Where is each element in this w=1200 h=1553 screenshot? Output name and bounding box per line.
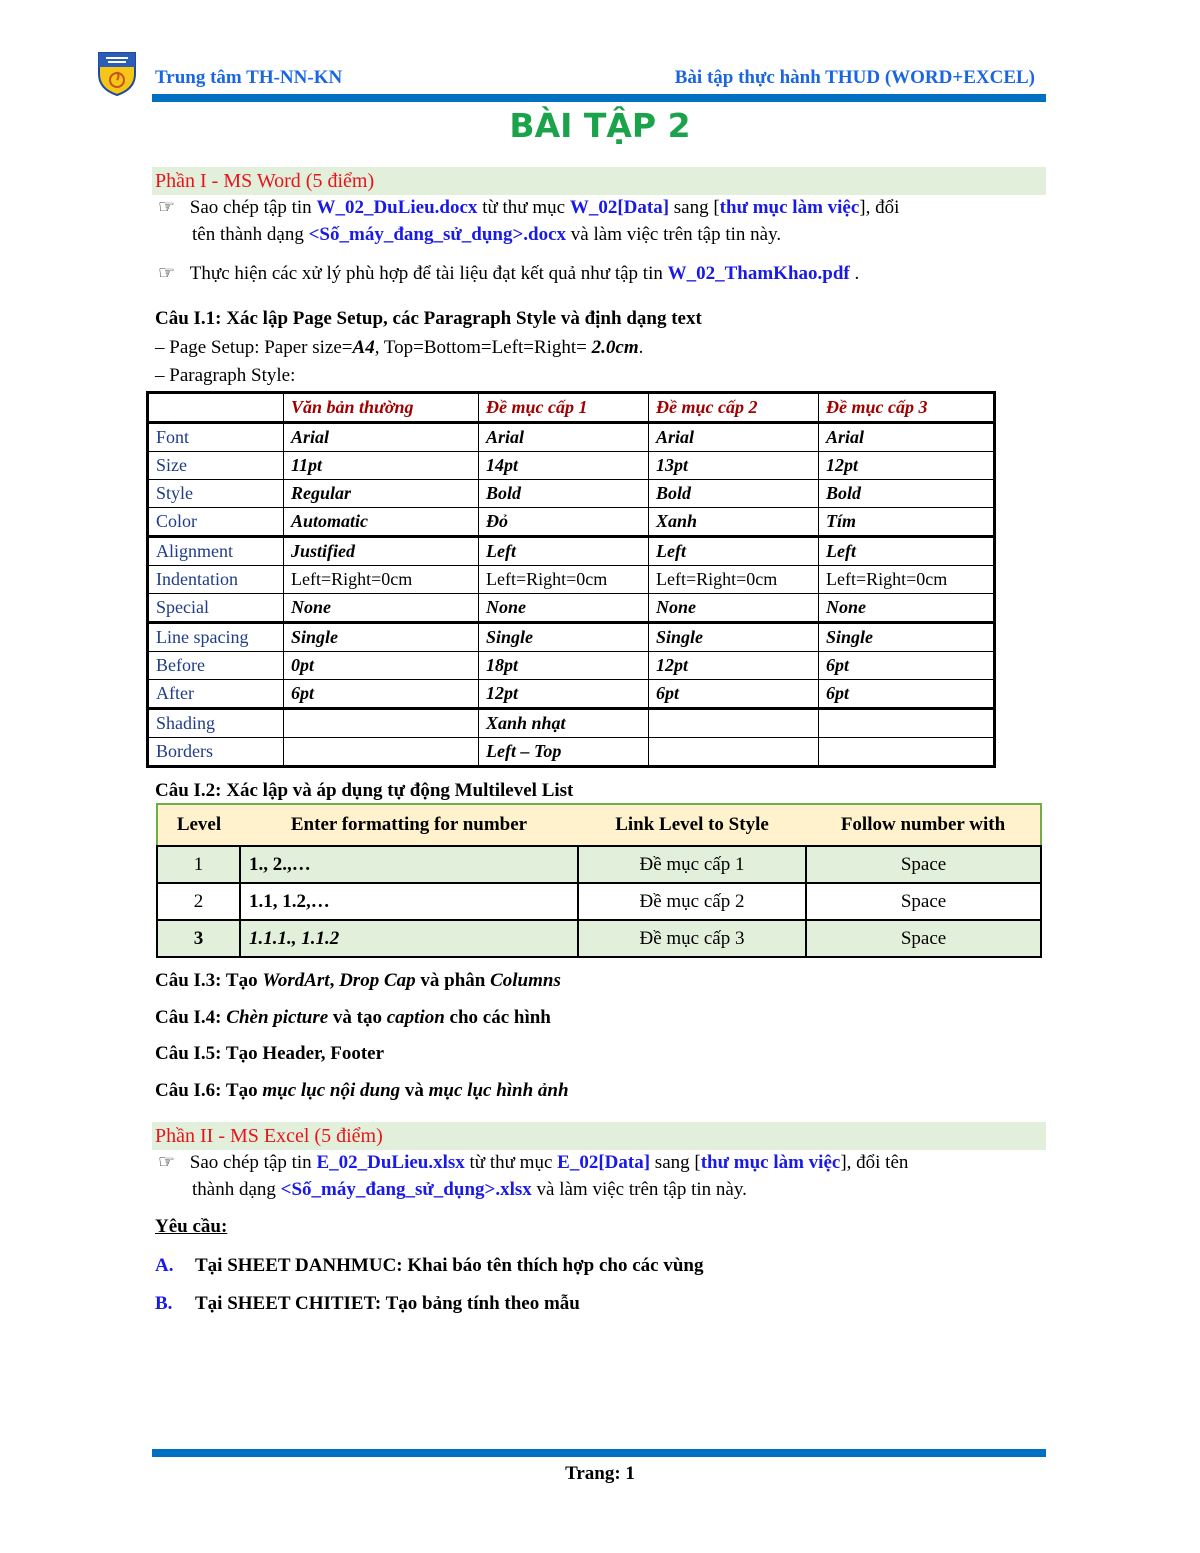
file-name: E_02_DuLieu.xlsx bbox=[316, 1152, 465, 1173]
page-setup-line: – Page Setup: Paper size=A4, Top=Bottom=Left=Right= 2.0cm. bbox=[155, 337, 644, 358]
table-row: Style Regular Bold Bold Bold bbox=[148, 480, 995, 508]
header-right-text: Bài tập thực hành THUD (WORD+EXCEL) bbox=[674, 67, 1035, 88]
reference-file: W_02_ThamKhao.pdf bbox=[667, 263, 850, 284]
work-folder: thư mục làm việc bbox=[700, 1152, 841, 1173]
question-1-5: Câu I.5: Tạo Header, Footer bbox=[155, 1043, 385, 1064]
table-row: Size 11pt 14pt 13pt 12pt bbox=[148, 452, 995, 480]
work-folder: thư mục làm việc bbox=[719, 197, 860, 218]
question-1-1-title: Câu I.1: Xác lập Page Setup, các Paragraph Style và định dạng text bbox=[155, 308, 702, 329]
instruction-copy-xlsx: ☞ Sao chép tập tin E_02_DuLieu.xlsx từ thư mục E_02[Data] sang [thư mục làm việc], đổi tên bbox=[158, 1152, 909, 1173]
rename-pattern: <Số_máy_đang_sử_dụng>.docx bbox=[308, 224, 567, 245]
pointing-hand-icon: ☞ bbox=[158, 197, 176, 218]
requirement-item: B. Tại SHEET CHITIET: Tạo bảng tính theo mẫu bbox=[155, 1293, 580, 1314]
table-row: After 6pt 12pt 6pt 6pt bbox=[148, 680, 995, 709]
table-row: Special None None None None bbox=[148, 594, 995, 623]
question-1-4: Câu I.4: Chèn picture và tạo caption cho các hình bbox=[155, 1007, 551, 1028]
table-row: 3 1.1.1., 1.1.2 Đề mục cấp 3 Space bbox=[157, 920, 1041, 957]
school-shield-logo bbox=[96, 50, 138, 96]
section-heading-word: Phần I - MS Word (5 điểm) bbox=[152, 167, 1046, 195]
header-divider bbox=[152, 94, 1046, 102]
paragraph-style-label: – Paragraph Style: bbox=[155, 365, 296, 386]
question-1-3: Câu I.3: Tạo WordArt, Drop Cap và phân Columns bbox=[155, 970, 561, 991]
pointing-hand-icon: ☞ bbox=[158, 263, 176, 284]
instruction-rename-xlsx: thành dạng <Số_máy_đang_sử_dụng>.xlsx và làm việc trên tập tin này. bbox=[192, 1179, 747, 1200]
table-row: 2 1.1, 1.2,… Đề mục cấp 2 Space bbox=[157, 883, 1041, 920]
table-row: 1 1., 2.,… Đề mục cấp 1 Space bbox=[157, 846, 1041, 883]
paragraph-style-table: Văn bản thường Đề mục cấp 1 Đề mục cấp 2 Đề mục cấp 3 Font Arial Arial Arial Arial Size 11pt 14pt 13pt 12pt Style Regular Bold Bold Bold Color Automatic Đỏ Xanh Tím Alignment Justified Left Left Left Indentation Left=Right=0cm Left=Right=0cm Left=Right=0cm Left=Right=0cm Special None None None None Line spacing Single Single Single Single Before 0pt 18pt 12pt 6pt After 6pt 12pt 6pt 6pt Shading Xanh nhạt Borders Left – Top bbox=[146, 391, 996, 768]
section-heading-excel: Phần II - MS Excel (5 điểm) bbox=[152, 1122, 1046, 1150]
header-left-text: Trung tâm TH-NN-KN bbox=[155, 67, 343, 88]
question-1-6: Câu I.6: Tạo mục lục nội dung và mục lục hình ảnh bbox=[155, 1080, 569, 1101]
table-row: Borders Left – Top bbox=[148, 738, 995, 767]
instruction-copy-docx: ☞ Sao chép tập tin W_02_DuLieu.docx từ thư mục W_02[Data] sang [thư mục làm việc], đổi bbox=[158, 197, 900, 218]
question-1-2-title: Câu I.2: Xác lập và áp dụng tự động Multilevel List bbox=[155, 780, 574, 801]
rename-pattern: <Số_máy_đang_sử_dụng>.xlsx bbox=[280, 1179, 532, 1200]
page-title: BÀI TẬP 2 bbox=[509, 106, 691, 145]
folder-name: W_02[Data] bbox=[569, 197, 670, 218]
file-name: W_02_DuLieu.docx bbox=[316, 197, 478, 218]
requirement-item: A. Tại SHEET DANHMUC: Khai báo tên thích hợp cho các vùng bbox=[155, 1255, 704, 1276]
table-row: Color Automatic Đỏ Xanh Tím bbox=[148, 508, 995, 537]
table-row: Shading Xanh nhạt bbox=[148, 709, 995, 738]
table-row: Indentation Left=Right=0cm Left=Right=0cm Left=Right=0cm Left=Right=0cm bbox=[148, 566, 995, 594]
instruction-reference: ☞ Thực hiện các xử lý phù hợp để tài liệu đạt kết quả như tập tin W_02_ThamKhao.pdf . bbox=[158, 263, 860, 284]
pointing-hand-icon: ☞ bbox=[158, 1152, 176, 1173]
table-row: Font Arial Arial Arial Arial bbox=[148, 423, 995, 452]
multilevel-list-table: Level Enter formatting for number Link Level to Style Follow number with 1 1., 2.,… Đề mục cấp 1 Space 2 1.1, 1.2,… Đề mục cấp 2 Space 3 1.1.1., 1.1.2 Đề mục cấp 3 Space bbox=[156, 803, 1042, 958]
table-row: Alignment Justified Left Left Left bbox=[148, 537, 995, 566]
table-row: Before 0pt 18pt 12pt 6pt bbox=[148, 652, 995, 680]
instruction-rename-docx: tên thành dạng <Số_máy_đang_sử_dụng>.docx và làm việc trên tập tin này. bbox=[192, 224, 782, 245]
table-row: Line spacing Single Single Single Single bbox=[148, 623, 995, 652]
folder-name: E_02[Data] bbox=[557, 1152, 651, 1173]
footer-divider bbox=[152, 1449, 1046, 1457]
page-number: Trang: 1 bbox=[565, 1463, 635, 1484]
requirements-label: Yêu cầu: bbox=[155, 1216, 228, 1237]
